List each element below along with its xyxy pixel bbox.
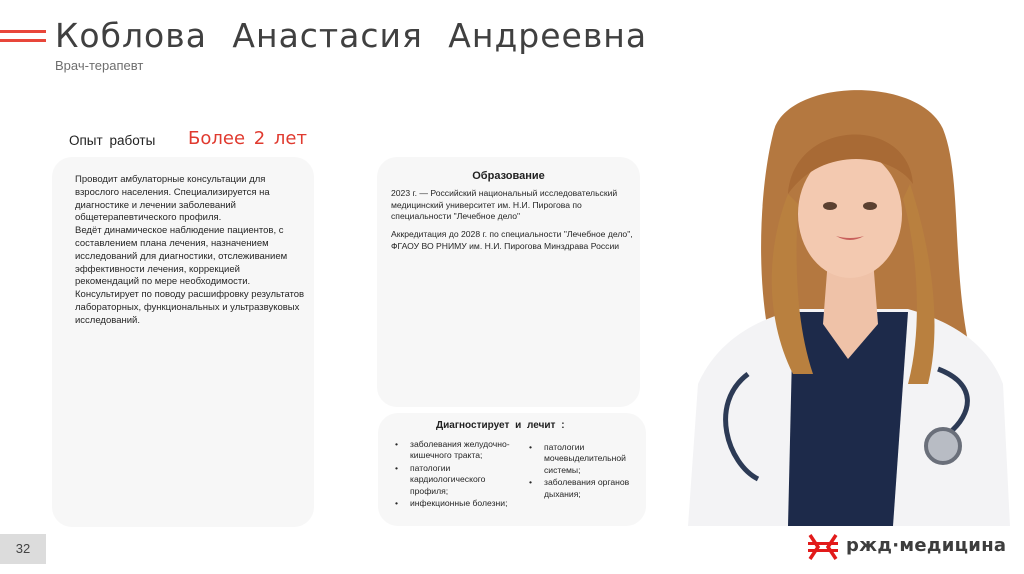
rzd-medicine-logo	[806, 532, 1006, 562]
diagnoses-list-left	[395, 439, 515, 510]
rzd-logo-icon	[806, 532, 840, 562]
education-item: 2023 г. — Российский национальный исследовательский медицинский университет им. Н.И. Пирогова по специальности "Лечебное дело"	[391, 188, 618, 222]
list-item: • заболевания желудочно-кишечного тракта;	[395, 439, 515, 462]
list-item: • инфекционные болезни;	[395, 498, 515, 509]
list-item: • патологии мочевыделительной системы;	[529, 442, 649, 476]
list-item: • заболевания органов дыхания;	[529, 477, 649, 500]
doctor-photo	[688, 84, 1010, 526]
doctor-name: Коблова Анастасия Андреевна	[55, 16, 648, 55]
doctor-role: Врач-терапевт	[55, 58, 144, 73]
page-number: 32	[0, 534, 46, 564]
education-title: Образование	[472, 170, 545, 182]
description-text: Проводит амбулаторные консультации для взрослого населения. Специализируется на диагностике и лечении заболеваний общетерапевтического профиля. Ведёт динамическое наблюдение пациентов, с составлением плана лечения, назначением исследований для диагностики, отслеживанием эффективности лечения, коррекцией рекомендаций по мере необходимости. Консультирует по поводу расшифровку результатов лабораторных, функциональных и ультразвуковых исследований.	[75, 174, 305, 326]
list-item: • патологии кардиологического профиля;	[395, 463, 515, 497]
accent-lines	[0, 30, 46, 48]
diagnoses-title: Диагностирует и лечит :	[436, 420, 565, 431]
education-item: Аккредитация до 2028 г. по специальности "Лечебное дело", ФГАОУ ВО РНИМУ им. Н.И. Пирогова Минздрава России	[391, 229, 633, 251]
experience-label: Опыт работы	[69, 133, 156, 148]
experience-value: Более 2 лет	[188, 128, 307, 149]
diagnoses-list-right	[529, 442, 649, 501]
logo-text: ржд·медицина	[846, 535, 1007, 556]
